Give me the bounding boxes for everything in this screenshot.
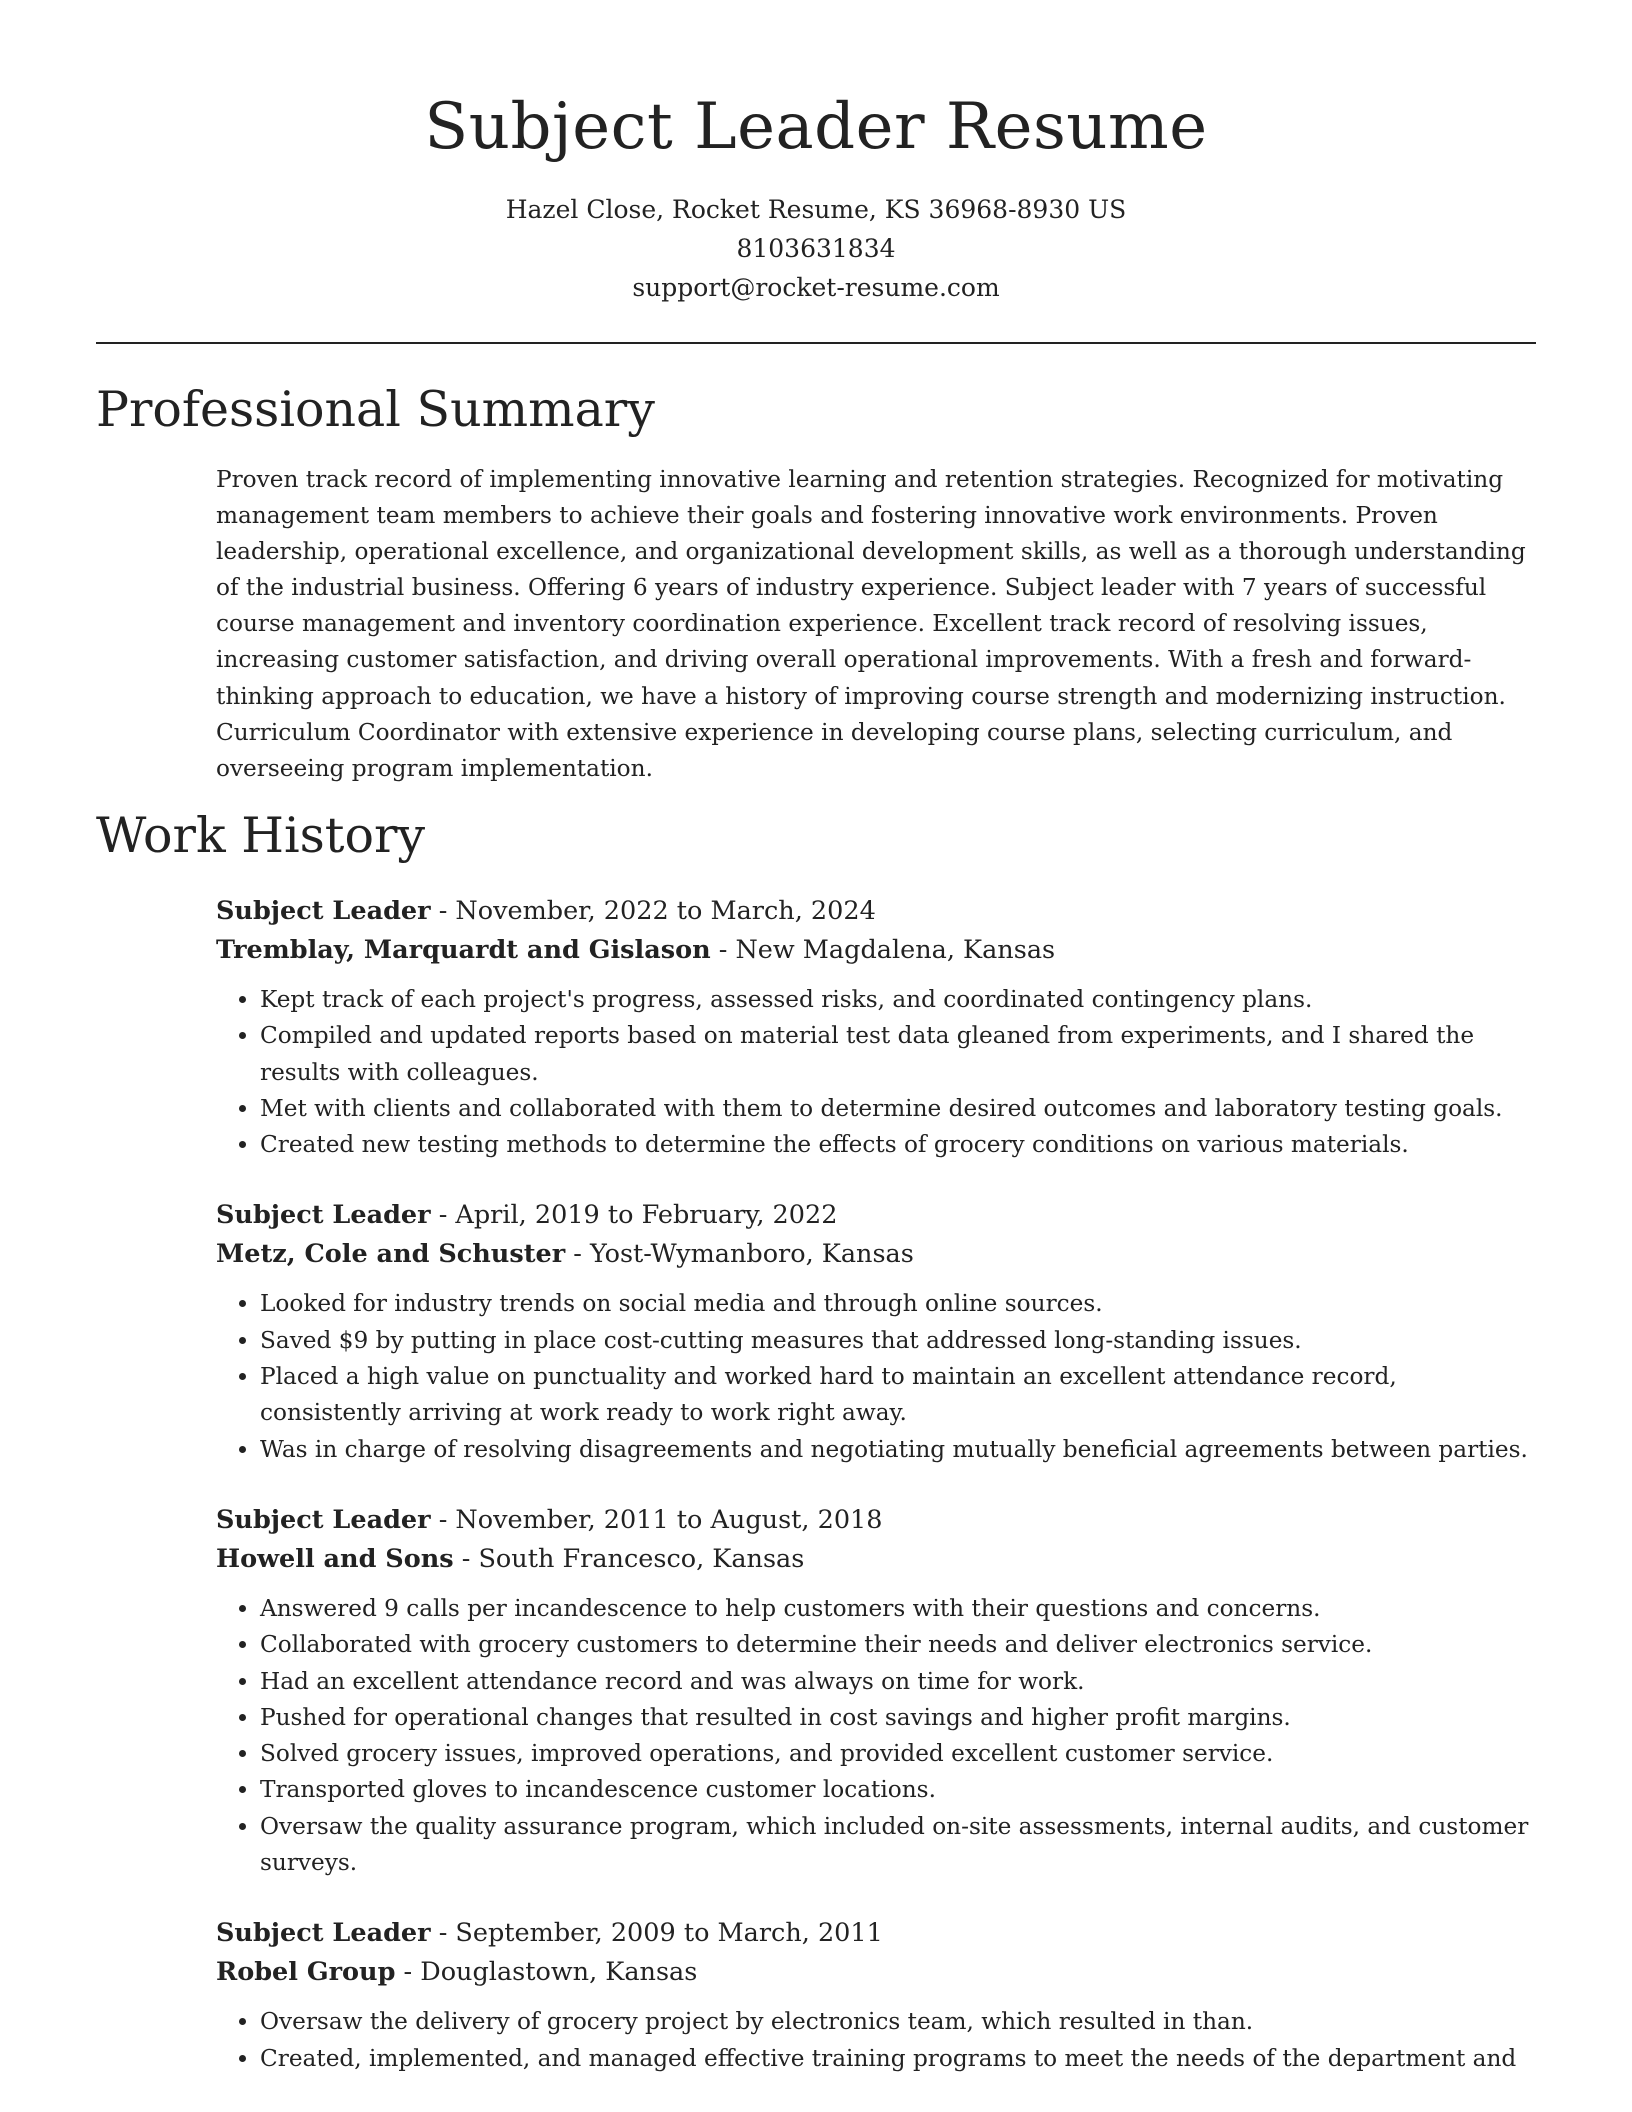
job-bullet: • Created new testing methods to determine the effects of grocery conditions on various materials. [260,1127,1536,1163]
job-bullet: • Transported gloves to incandescence customer locations. [260,1772,1536,1808]
job-dates: - September, 2009 to March, 2011 [430,1918,883,1949]
phone-text: 8103631834 [736,234,896,263]
job-bullet: • Oversaw the quality assurance program, which included on-site assessments, internal audits, and customer surveys. [260,1809,1536,1882]
job-company: Metz, Cole and Schuster [216,1239,566,1270]
job-title-line [216,1501,1536,1540]
email-text: support@rocket-resume.com [632,273,1000,302]
job-title-line [216,892,1536,931]
job-dates: - April, 2019 to February, 2022 [430,1200,838,1231]
job-dates: - November, 2022 to March, 2024 [430,896,876,926]
job-entry [216,1501,1536,1881]
job-bullet: • Created, implemented, and managed effective training programs to meet the needs of the department and [260,2041,1536,2077]
job-dates: - November, 2011 to August, 2018 [430,1504,883,1535]
job-bullet: • Pushed for operational changes that resulted in cost savings and higher profit margins. [260,1700,1536,1736]
job-entry [216,1914,1536,2077]
job-bullets [216,982,1536,1163]
job-bullet: • Compiled and updated reports based on material test data gleaned from experiments, and I shared the results with colleagues. [260,1018,1536,1091]
job-company-line [216,1540,1536,1579]
job-company: Robel Group [216,1957,396,1988]
job-bullets [216,2004,1536,2077]
address-text: Hazel Close, Rocket Resume, KS 36968-8930 US [505,195,1127,224]
job-location: - Yost-Wymanboro, Kansas [565,1239,914,1270]
job-location: - New Magdalena, Kansas [710,935,1056,965]
job-bullet: • Was in charge of resolving disagreements and negotiating mutually beneficial agreements between parties. [260,1432,1536,1468]
job-company-line [216,1235,1536,1274]
job-bullet: • Placed a high value on punctuality and worked hard to maintain an excellent attendance record, consistently arriving at work ready to work right away. [260,1359,1536,1432]
job-entry [216,892,1536,1163]
job-bullet: • Kept track of each project's progress, assessed risks, and coordinated contingency plans. [260,982,1536,1018]
job-title-line [216,1914,1536,1953]
job-location: - Douglastown, Kansas [395,1957,698,1988]
job-company: Howell and Sons [216,1543,454,1574]
job-location: - South Francesco, Kansas [453,1543,805,1574]
job-bullet: • Oversaw the delivery of grocery project by electronics team, which resulted in than. [260,2004,1536,2040]
job-bullet: • Collaborated with grocery customers to determine their needs and deliver electronics service. [260,1627,1536,1663]
summary-paragraph: Proven track record of implementing innovative learning and retention strategies. Recognized for motivating management team members to achieve their goals and fostering innovative work environments. Proven leadership, operational excellence, and organizational development skills, as well as a thorough understanding of the industrial business. Offering 6 years of industry experience. Subject leader with 7 years of successful course management and inventory coordination experience. Excellent track record of resolving issues, increasing customer satisfaction, and driving overall operational improvements. With a fresh and forward-thinking approach to education, we have a history of improving course strength and modernizing instruction. Curriculum Coordinator with extensive experience in developing course plans, selecting curriculum, and overseeing program implementation. [216,466,1526,782]
job-bullet: • Looked for industry trends on social media and through online sources. [260,1286,1536,1322]
job-bullets [216,1591,1536,1881]
job-bullet: • Met with clients and collaborated with them to determine desired outcomes and laboratory testing goals. [260,1091,1536,1127]
job-bullet: • Saved $9 by putting in place cost-cutting measures that addressed long-standing issues. [260,1323,1536,1359]
job-company: Tremblay, Marquardt and Gislason [216,935,711,965]
job-company-line [216,931,1536,970]
job-title: Subject Leader [216,896,431,926]
work-history-list [216,892,1536,2110]
job-title: Subject Leader [216,1504,431,1535]
header-divider [96,342,1536,344]
job-company-line [216,1953,1536,1992]
job-bullet: • Answered 9 calls per incandescence to help customers with their questions and concerns. [260,1591,1536,1627]
summary-heading: Professional Summary [96,381,655,438]
contact-info [0,190,1632,307]
resume-title: Subject Leader Resume [424,90,1208,164]
job-title: Subject Leader [216,1200,431,1231]
resume-header [0,0,1632,307]
job-bullet: • Had an excellent attendance record and was always on time for work. [260,1664,1536,1700]
job-bullets [216,1286,1536,1467]
job-title-line [216,1196,1536,1235]
job-bullet: • Solved grocery issues, improved operations, and provided excellent customer service. [260,1736,1536,1772]
job-title: Subject Leader [216,1918,431,1949]
job-entry [216,1196,1536,1467]
work-history-heading: Work History [96,807,426,864]
